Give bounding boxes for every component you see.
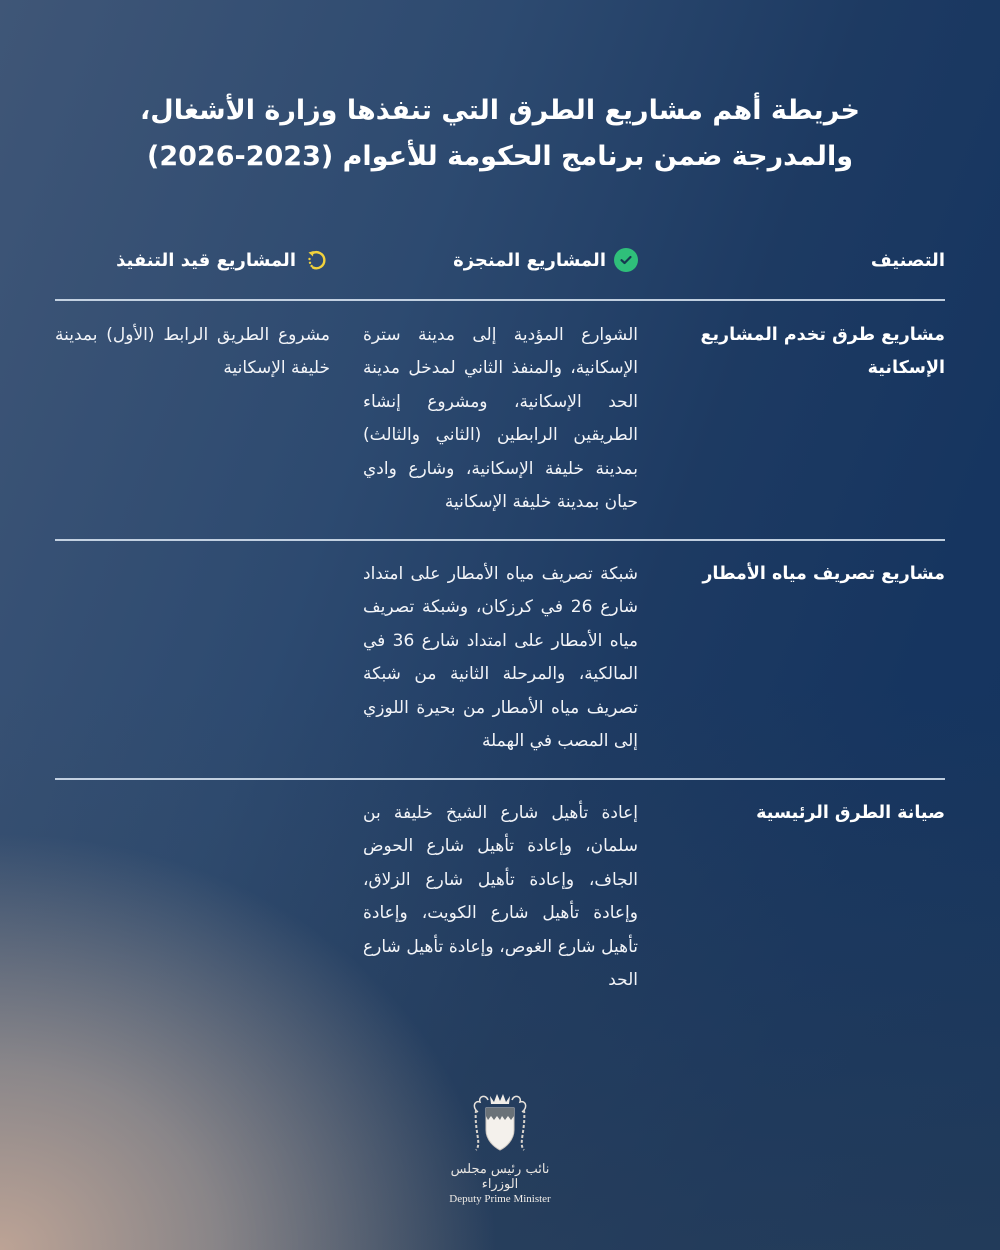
row-completed: الشوارع المؤدية إلى مدينة سترة الإسكانية، والمنفذ الثاني لمدخل مدينة الحد الإسكانية، ومشروع إنشاء الطريقين الرابطين (الثاني والثالث) بمدينة خليفة الإسكانية، وشارع وادي حيان بمدينة خليفة الإسكانية: [363, 325, 638, 513]
header-in-progress-label: المشاريع قيد التنفيذ: [116, 249, 296, 271]
progress-arrow-icon: [304, 247, 330, 273]
row-completed: إعادة تأهيل شارع الشيخ خليفة بن سلمان، وإعادة تأهيل شارع الحوض الجاف، وإعادة تأهيل شارع الزلاق، وإعادة تأهيل شارع الكويت، وإعادة تأهيل شارع الغوص، وإعادة تأهيل شارع الحد: [363, 803, 638, 991]
footer-logo: [440, 1090, 560, 1205]
divider: [55, 299, 945, 301]
row-category: مشاريع طرق تخدم المشاريع الإسكانية: [700, 325, 945, 378]
row-completed: شبكة تصريف مياه الأمطار على امتداد شارع 26 في كرزكان، وشبكة تصريف مياه الأمطار على امتداد شارع 36 في المالكية، والمرحلة الثانية من شبكة تصريف مياه الأمطار من بحيرة اللوزي إلى المصب في الهملة: [363, 564, 639, 752]
header-completed: [363, 243, 638, 277]
row-in-progress: مشروع الطريق الرابط (الأول) بمدينة خليفة الإسكانية: [55, 325, 330, 379]
header-category: [670, 243, 945, 277]
header-category-label: التصنيف: [870, 249, 945, 271]
bahrain-emblem-icon: [440, 1090, 560, 1160]
title-line-2: والمدرجة ضمن برنامج الحكومة للأعوام (2023-2026): [147, 141, 853, 172]
divider: [55, 778, 945, 780]
page-title: [0, 88, 1000, 180]
check-circle-icon: [614, 248, 638, 272]
title-line-1: خريطة أهم مشاريع الطرق التي تنفذها وزارة الأشغال،: [140, 95, 860, 126]
header-completed-label: المشاريع المنجزة: [453, 249, 606, 271]
logo-arabic-text: نائب رئيس مجلس الوزراء: [450, 1162, 550, 1192]
table-header: [55, 243, 945, 277]
logo-english-text: Deputy Prime Minister: [449, 1193, 551, 1205]
row-category: مشاريع تصريف مياه الأمطار: [702, 564, 945, 584]
divider: [55, 539, 945, 541]
header-in-progress: [55, 243, 330, 277]
row-category: صيانة الطرق الرئيسية: [756, 803, 945, 823]
